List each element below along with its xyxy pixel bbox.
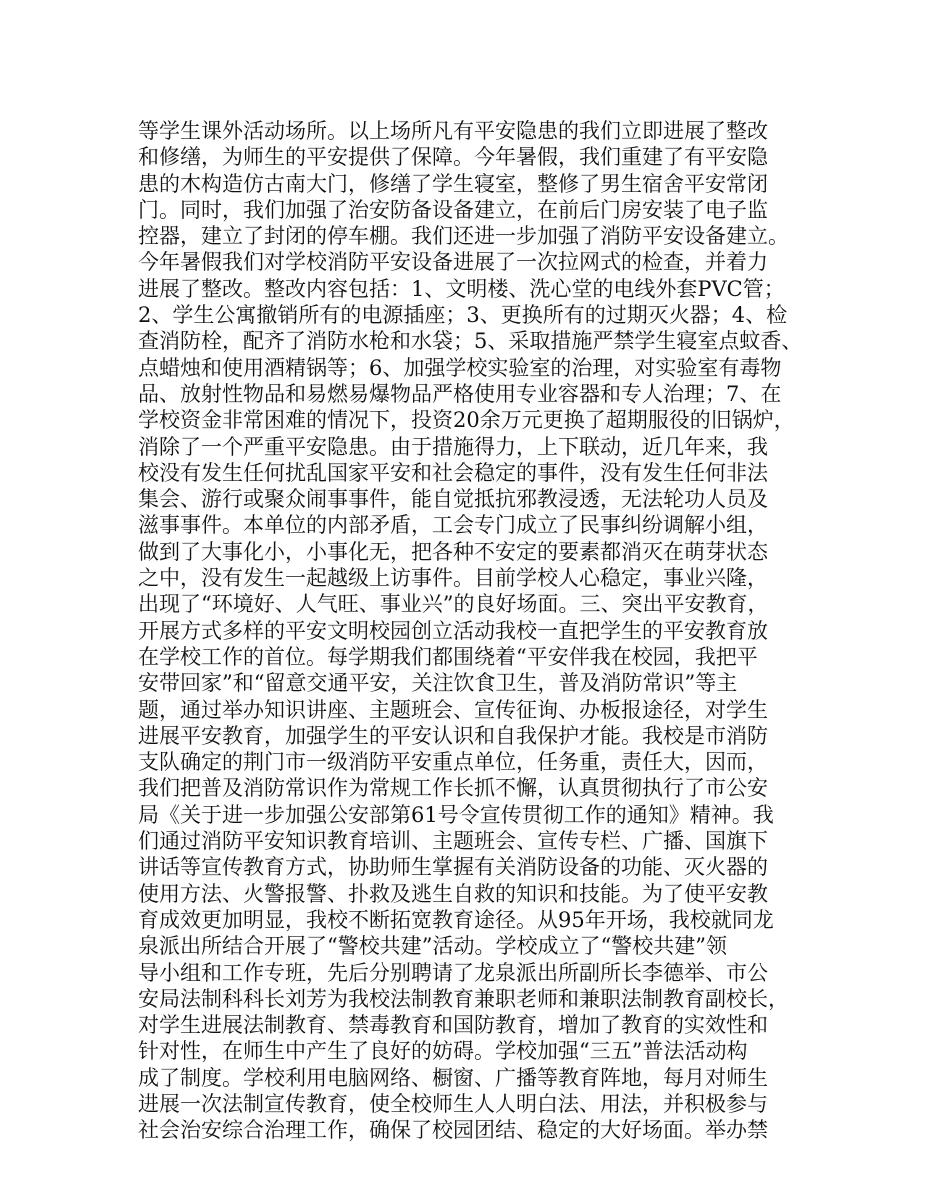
text-line: 出现了“环境好、人气旺、事业兴”的良好场面。三、突出平安教育， [138, 592, 769, 617]
text-line: 题，通过举办知识讲座、主题班会、宣传征询、办板报途径，对学生 [138, 697, 768, 722]
body-paragraph [138, 118, 828, 1144]
text-line: 进展了整改。整改内容包括：1、文明楼、洗心堂的电线外套PVC管； [138, 276, 785, 301]
text-line: 品、放射性物品和易燃易爆物品严格使用专业容器和专人治理；7、在 [138, 381, 782, 406]
text-line: 控器，建立了封闭的停车棚。我们还进一步加强了消防平安设备建立。 [138, 224, 789, 249]
text-line: 安带回家”和“留意交通平安，关注饮食卫生，普及消防常识”等主 [138, 671, 738, 696]
text-line: 校没有发生任何扰乱国家平安和社会稳定的事件，没有发生任何非法 [138, 460, 768, 485]
text-line: 学校资金非常困难的情况下，投资20余万元更换了超期服役的旧锅炉， [138, 408, 795, 433]
text-line: 对学生进展法制教育、禁毒教育和国防教育，增加了教育的实效性和 [138, 1013, 768, 1038]
text-line: 开展方式多样的平安文明校园创立活动我校一直把学生的平安教育放 [138, 618, 768, 643]
text-line: 育成效更加明显，我校不断拓宽教育途径。从95年开场，我校就同龙 [138, 907, 774, 932]
text-line: 做到了大事化小，小事化无，把各种不安定的要素都消灭在萌芽状态 [138, 539, 768, 564]
text-line: 2、学生公寓撤销所有的电源插座；3、更换所有的过期灭火器；4、检 [138, 303, 788, 328]
text-line: 点蜡烛和使用酒精锅等；6、加强学校实验室的治理，对实验室有毒物 [138, 355, 782, 380]
text-line: 讲话等宣传教育方式，协助师生掌握有关消防设备的功能、灭火器的 [138, 855, 768, 880]
text-line: 查消防栓，配齐了消防水枪和水袋；5、采取措施严禁学生寝室点蚊香、 [138, 329, 803, 354]
text-line: 等学生课外活动场所。以上场所凡有平安隐患的我们立即进展了整改 [138, 119, 768, 143]
text-line: 集会、游行或聚众闹事事件，能自觉抵抗邪教浸透，无法轮功人员及 [138, 487, 768, 512]
text-line: 滋事事件。本单位的内部矛盾，工会专门成立了民事纠纷调解小组， [138, 513, 768, 538]
text-line: 们通过消防平安知识教育培训、主题班会、宣传专栏、广播、国旗下 [138, 829, 768, 854]
text-line: 成了制度。学校利用电脑网络、橱窗、广播等教育阵地，每月对师生 [138, 1065, 768, 1090]
text-line: 社会治安综合治理工作，确保了校园团结、稳定的大好场面。举办禁 [138, 1118, 768, 1143]
text-line: 针对性，在师生中产生了良好的妨碍。学校加强“三五”普法活动构 [138, 1039, 748, 1064]
text-line: 之中，没有发生一起越级上访事件。目前学校人心稳定，事业兴隆， [138, 566, 768, 591]
text-line: 进展平安教育，加强学生的平安认识和自我保护才能。我校是市消防 [138, 723, 768, 748]
text-line: 安局法制科科长刘芳为我校法制教育兼职老师和兼职法制教育副校长， [138, 986, 789, 1011]
text-line: 使用方法、火警报警、扑救及逃生自救的知识和技能。为了使平安教 [138, 881, 768, 906]
text-line: 在学校工作的首位。每学期我们都围绕着“平安伴我在校园，我把平 [138, 644, 758, 669]
text-line: 和修缮，为师生的平安提供了保障。今年暑假，我们重建了有平安隐 [138, 145, 768, 170]
text-line: 我们把普及消防常识作为常规工作长抓不懈，认真贯彻执行了市公安 [138, 776, 768, 801]
text-line: 进展一次法制宣传教育，使全校师生人人明白法、用法，并积极参与 [138, 1091, 768, 1116]
text-line: 局《关于进一步加强公安部第61号令宣传贯彻工作的通知》精神。我 [138, 802, 774, 827]
text-line: 门。同时，我们加强了治安防备设备建立，在前后门房安装了电子监 [138, 197, 768, 222]
text-line: 今年暑假我们对学校消防平安设备进展了一次拉网式的检查，并着力 [138, 250, 768, 275]
text-line: 患的木构造仿古南大门，修缮了学生寝室，整修了男生宿舍平安常闭 [138, 171, 768, 196]
text-line: 支队确定的荆门市一级消防平安重点单位，任务重，责任大，因而， [138, 750, 768, 775]
text-line: 导小组和工作专班，先后分别聘请了龙泉派出所副所长李德举、市公 [138, 960, 768, 985]
text-line: 泉派出所结合开展了“警校共建”活动。学校成立了“警校共建”领 [138, 934, 727, 959]
text-line: 消除了一个严重平安隐患。由于措施得力，上下联动，近几年来，我 [138, 434, 768, 459]
